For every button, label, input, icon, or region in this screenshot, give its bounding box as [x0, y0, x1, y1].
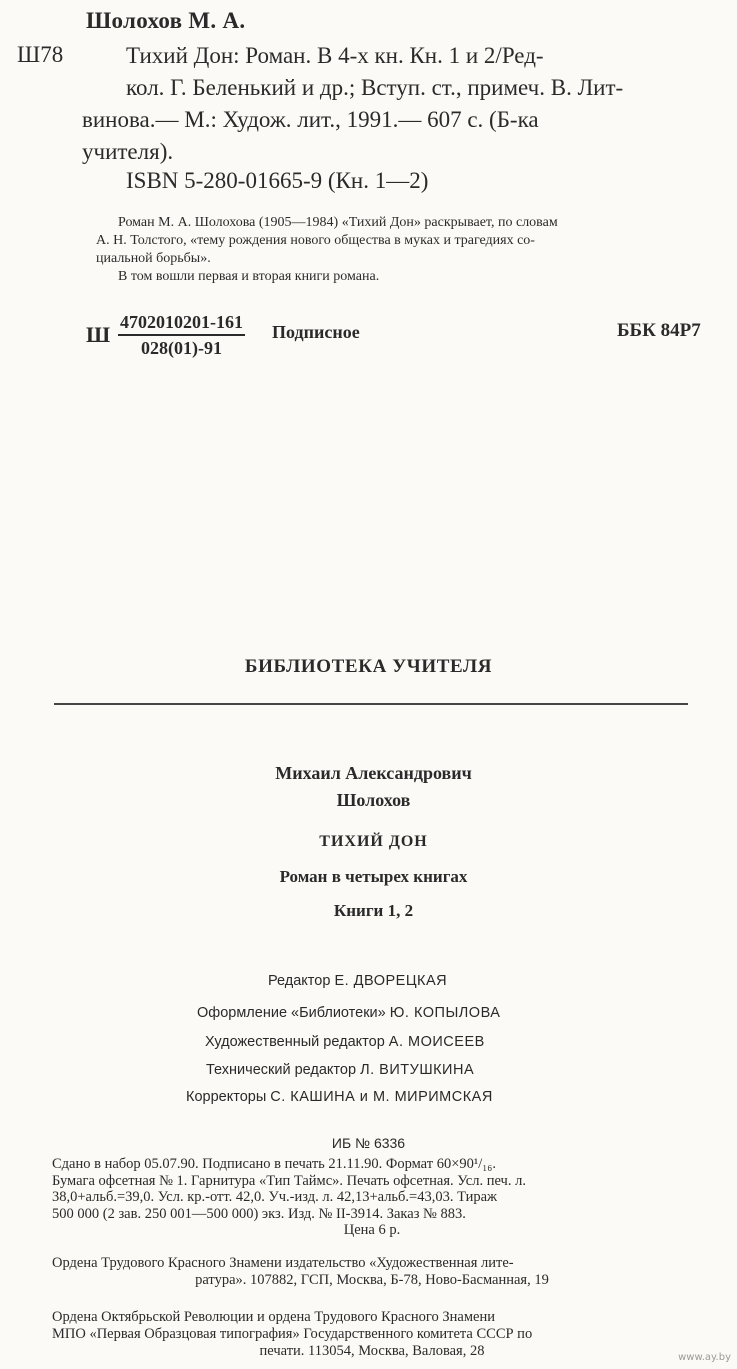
subscription-label: Подписное — [272, 322, 360, 342]
author-heading: Шолохов М. А. — [86, 8, 246, 33]
credit-name: С. КАШИНА и М. МИРИМСКАЯ — [270, 1089, 493, 1105]
bib-line: кол. Г. Беленький и др.; Вступ. ст., примеч. В. Лит- — [126, 75, 624, 100]
imprint-line: Сдано в набор 05.07.90. Подписано в печать 21.11.90. Формат 60×90¹/₁₆. — [52, 1156, 496, 1172]
bib-line: Тихий Дон: Роман. В 4-х кн. Кн. 1 и 2/Ред- — [126, 43, 544, 68]
fraction-numerator: 4702010201-161 — [118, 312, 245, 336]
bibliographic-description — [82, 40, 726, 168]
imprint-line: Бумага офсетная № 1. Гарнитура «Тип Таймс». Печать офсетная. Усл. печ. л. — [52, 1172, 526, 1189]
bbk-code: ББК 84Р7 — [617, 320, 701, 341]
credit-role: Оформление «Библиотеки» — [197, 1005, 386, 1021]
credit-name: А. МОИСЕЕВ — [388, 1034, 485, 1050]
printer-line: МПО «Первая Образцовая типография» Государственного комитета СССР по — [52, 1326, 533, 1342]
bib-line: винова.— М.: Худож. лит., 1991.— 607 с. (Б-ка — [82, 107, 539, 132]
annotation-line: Роман М. А. Шолохова (1905—1984) «Тихий Дон» раскрывает, по словам — [118, 215, 558, 230]
isbn: ISBN 5-280-01665-9 (Кн. 1—2) — [126, 168, 429, 193]
credit-row — [206, 1062, 474, 1078]
annotation — [96, 214, 716, 286]
ib-number: ИБ № 6336 — [331, 1135, 406, 1151]
catalog-code: Ш78 — [17, 42, 64, 67]
credit-role: Художественный редактор — [205, 1034, 385, 1050]
fraction-denominator: 028(01)-91 — [141, 338, 222, 358]
credit-row — [186, 1089, 493, 1105]
annotation-line: В том вошли первая и вторая книги романа. — [118, 269, 380, 284]
imprint-line: 38,0+альб.=39,0. Усл. кр.-отт. 42,0. Уч.-изд. л. 42,13+альб.=43,03. Тираж — [52, 1189, 498, 1205]
annotation-line: А. Н. Толстого, «тему рождения нового общества в муках и трагедиях со- — [96, 233, 535, 248]
printer-line: печати. 113054, Москва, Валовая, 28 — [259, 1343, 485, 1359]
watermark: www.ay.by — [678, 1352, 731, 1363]
publisher-line: ратура». 107882, ГСП, Москва, Б-78, Ново-Басманная, 19 — [195, 1272, 549, 1288]
series-title: БИБЛИОТЕКА УЧИТЕЛЯ — [244, 656, 493, 677]
credit-role: Редактор — [268, 973, 331, 989]
credit-name: Ю. КОПЫЛОВА — [389, 1005, 501, 1021]
book-author-first: Михаил Александрович — [275, 763, 472, 783]
classification-letter: Ш — [86, 322, 111, 347]
credit-row — [268, 973, 447, 989]
credit-role: Технический редактор — [206, 1062, 357, 1078]
classification-fraction — [118, 312, 245, 359]
credit-role: Корректоры — [186, 1089, 267, 1105]
imprint-block — [52, 1156, 692, 1239]
credit-name: Е. ДВОРЕЦКАЯ — [334, 973, 448, 989]
credit-row — [205, 1034, 485, 1050]
annotation-line: циальной борьбы». — [96, 251, 211, 266]
publisher-line: Ордена Трудового Красного Знамени издательство «Художественная лите- — [52, 1255, 514, 1271]
credit-name: Л. ВИТУШКИНА — [360, 1062, 475, 1078]
publisher-block — [52, 1255, 692, 1289]
divider — [54, 703, 688, 705]
printer-line: Ордена Октябрьской Революции и ордена Трудового Красного Знамени — [52, 1309, 495, 1325]
price: Цена 6 р. — [343, 1222, 401, 1238]
book-volumes: Книги 1, 2 — [333, 901, 414, 920]
printer-block — [52, 1309, 692, 1360]
book-subtitle: Роман в четырех книгах — [279, 867, 468, 886]
book-title: ТИХИЙ ДОН — [319, 833, 428, 850]
bib-line: учителя). — [82, 139, 174, 164]
book-author-last: Шолохов — [336, 790, 411, 810]
imprint-line: 500 000 (2 зав. 250 001—500 000) экз. Изд. № II-3914. Заказ № 883. — [52, 1205, 466, 1222]
credit-row — [197, 1005, 500, 1021]
